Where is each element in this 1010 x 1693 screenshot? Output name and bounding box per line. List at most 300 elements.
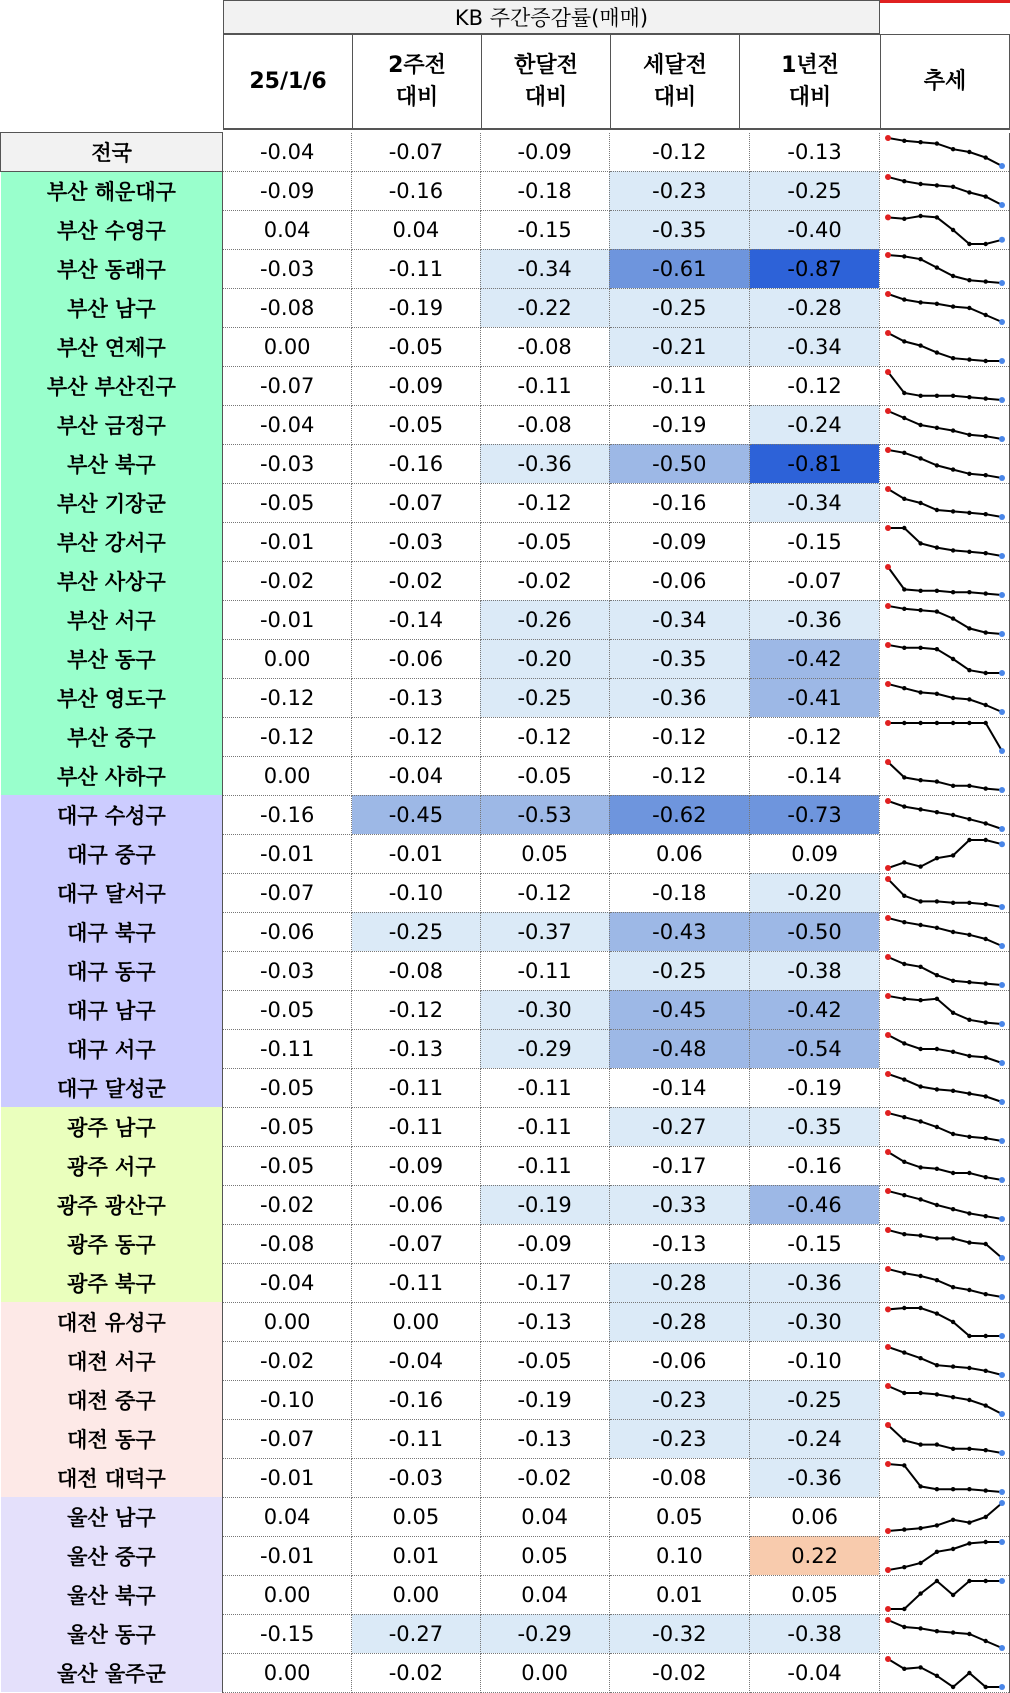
region-name: 부산 영도구 [1, 678, 223, 717]
sparkline-point [935, 393, 939, 397]
trend-sparkline [880, 133, 1008, 171]
sparkline-point [902, 606, 906, 610]
value-cell: 0.06 [750, 1497, 880, 1536]
table-row [1, 600, 1010, 639]
sparkline-point [902, 390, 906, 394]
value-cell: -0.15 [750, 522, 880, 561]
value-cell: -0.02 [609, 1653, 750, 1692]
sparkline-point [951, 273, 955, 277]
value-cell: -0.33 [609, 1185, 750, 1224]
value-cell: -0.61 [609, 249, 750, 288]
sparkline-point [951, 1630, 955, 1634]
region-name: 대전 동구 [1, 1419, 223, 1458]
sparkline-point [983, 1638, 987, 1642]
sparkline-point [951, 1088, 955, 1092]
value-cell: 0.00 [223, 756, 352, 795]
value-cell: -0.34 [480, 249, 609, 288]
sparkline-end-point [999, 358, 1005, 364]
sparkline-point [902, 1305, 906, 1309]
sparkline-start-point [885, 954, 891, 960]
sparkline-point [951, 695, 955, 699]
value-cell: -0.35 [609, 639, 750, 678]
region-name: 울산 남구 [1, 1497, 223, 1536]
value-cell: -0.24 [750, 1419, 880, 1458]
sparkline-point [983, 1175, 987, 1179]
sparkline-point [967, 837, 971, 841]
trend-sparkline [880, 874, 1008, 912]
sparkline-point [983, 279, 987, 283]
value-cell: -0.09 [352, 366, 481, 405]
region-name: 울산 중구 [1, 1536, 223, 1575]
sparkline-start-point [885, 486, 891, 492]
trend-sparkline-cell [879, 1380, 1009, 1419]
trend-sparkline-cell [879, 483, 1009, 522]
sparkline-point [983, 312, 987, 316]
value-cell: -0.36 [750, 1458, 880, 1497]
region-name: 광주 남구 [1, 1107, 223, 1146]
sparkline-point [983, 1020, 987, 1024]
sparkline-end-point [999, 1216, 1005, 1222]
sparkline-end-point [999, 1489, 1005, 1495]
sparkline-start-point [885, 330, 891, 336]
sparkline-point [983, 1136, 987, 1140]
sparkline-end-point [999, 1645, 1005, 1651]
table-row [1, 873, 1010, 912]
trend-sparkline-cell [879, 756, 1009, 795]
col-header-trend: 추세 [880, 34, 1010, 130]
sparkline-end-point [999, 163, 1005, 169]
value-cell: -0.14 [609, 1068, 750, 1107]
table-row [1, 1536, 1010, 1575]
value-cell: -0.08 [223, 288, 352, 327]
value-cell: -0.17 [480, 1263, 609, 1302]
sparkline-point [967, 278, 971, 282]
value-cell: -0.15 [223, 1614, 352, 1653]
sparkline-point [967, 1333, 971, 1337]
trend-sparkline-cell [879, 1185, 1009, 1224]
sparkline-point [902, 720, 906, 724]
sparkline-start-point [885, 564, 891, 570]
value-cell: -0.23 [609, 1419, 750, 1458]
value-cell: -0.13 [352, 1029, 481, 1068]
table-row [1, 171, 1010, 210]
value-cell: -0.06 [352, 639, 481, 678]
value-cell: -0.27 [352, 1614, 481, 1653]
table-row [1, 483, 1010, 522]
sparkline-point [918, 140, 922, 144]
sparkline-point [902, 1527, 906, 1531]
value-cell: -0.16 [352, 1380, 481, 1419]
value-cell: -0.62 [609, 795, 750, 834]
value-cell: -0.03 [223, 249, 352, 288]
value-cell: -0.19 [352, 288, 481, 327]
sparkline-end-point [999, 319, 1005, 325]
sparkline-point [918, 1390, 922, 1394]
region-name: 부산 북구 [1, 444, 223, 483]
sparkline-point [967, 1287, 971, 1291]
region-name: 광주 동구 [1, 1224, 223, 1263]
sparkline-start-point [885, 291, 891, 297]
value-cell: -0.11 [609, 366, 750, 405]
sparkline-point [902, 1438, 906, 1442]
sparkline-point [967, 395, 971, 399]
sparkline-point [918, 393, 922, 397]
sparkline-point [935, 1523, 939, 1527]
table-row [1, 249, 1010, 288]
sparkline-start-point [885, 369, 891, 375]
sparkline-point [918, 899, 922, 903]
trend-sparkline [880, 601, 1008, 639]
sparkline-point [967, 1170, 971, 1174]
sparkline-point [951, 184, 955, 188]
sparkline-point [918, 720, 922, 724]
sparkline-path [888, 1386, 1002, 1414]
value-cell: -0.04 [352, 1341, 481, 1380]
sparkline-point [967, 1446, 971, 1450]
table-row [1, 522, 1010, 561]
sparkline-point [983, 1539, 987, 1543]
region-name: 대전 중구 [1, 1380, 223, 1419]
value-cell: -0.04 [223, 405, 352, 444]
trend-sparkline-cell [879, 1575, 1009, 1614]
value-cell: -0.11 [352, 1107, 481, 1146]
sparkline-path [888, 255, 1002, 283]
sparkline-point [902, 415, 906, 419]
value-cell: -0.16 [352, 444, 481, 483]
sparkline-point [935, 1549, 939, 1553]
value-cell: -0.42 [750, 639, 880, 678]
value-cell: -0.21 [609, 327, 750, 366]
value-cell: -0.25 [750, 171, 880, 210]
sparkline-start-point [885, 447, 891, 453]
trend-sparkline-cell [879, 327, 1009, 366]
trend-sparkline [880, 991, 1008, 1029]
region-name: 광주 북구 [1, 1263, 223, 1302]
trend-sparkline-cell [879, 249, 1009, 288]
sparkline-point [951, 720, 955, 724]
sparkline-point [967, 1541, 971, 1545]
value-cell: -0.19 [480, 1380, 609, 1419]
value-cell: -0.03 [223, 444, 352, 483]
sparkline-point [902, 525, 906, 529]
sparkline-point [902, 775, 906, 779]
region-name: 부산 기장군 [1, 483, 223, 522]
trend-sparkline-cell [879, 1224, 1009, 1263]
value-cell: 0.04 [480, 1497, 609, 1536]
sparkline-point [951, 929, 955, 933]
trend-sparkline-cell [879, 1497, 1009, 1536]
sparkline-end-point [999, 1411, 1005, 1417]
region-name: 대구 동구 [1, 951, 223, 990]
value-cell: -0.15 [750, 1224, 880, 1263]
sparkline-point [967, 1053, 971, 1057]
sparkline-point [983, 1292, 987, 1296]
sparkline-end-point [999, 1372, 1005, 1378]
value-cell: -0.11 [480, 1146, 609, 1185]
sparkline-end-point [999, 748, 1005, 754]
value-cell: -0.28 [609, 1263, 750, 1302]
region-name: 대구 중구 [1, 834, 223, 873]
sparkline-point [935, 1578, 939, 1582]
table-row [1, 1068, 1010, 1107]
sparkline-point [902, 1115, 906, 1119]
value-cell: -0.07 [352, 133, 481, 172]
sparkline-point [983, 1578, 987, 1582]
trend-sparkline-cell [879, 834, 1009, 873]
value-cell: -0.13 [609, 1224, 750, 1263]
value-cell: -0.05 [223, 1107, 352, 1146]
sparkline-start-point [885, 1528, 891, 1534]
sparkline-point [902, 1077, 906, 1081]
value-cell: -0.19 [609, 405, 750, 444]
sparkline-point [918, 1165, 922, 1169]
sparkline-point [935, 1236, 939, 1240]
sparkline-path [888, 1464, 1002, 1492]
sparkline-end-point [999, 904, 1005, 910]
value-cell: -0.12 [223, 717, 352, 756]
sparkline-point [951, 393, 955, 397]
sparkline-point [935, 463, 939, 467]
table-row [1, 1653, 1010, 1692]
region-name: 전국 [1, 133, 223, 172]
sparkline-point [967, 697, 971, 701]
sparkline-start-point [885, 876, 891, 882]
table-row [1, 133, 1010, 172]
table-row [1, 1458, 1010, 1497]
value-cell: -0.25 [480, 678, 609, 717]
sparkline-end-point [999, 1333, 1005, 1339]
sparkline-point [967, 1578, 971, 1582]
sparkline-path [888, 333, 1002, 361]
sparkline-point [918, 181, 922, 185]
region-name: 부산 부산진구 [1, 366, 223, 405]
value-cell: -0.22 [480, 288, 609, 327]
region-name: 대전 서구 [1, 1341, 223, 1380]
sparkline-point [935, 1363, 939, 1367]
sparkline-point [983, 1241, 987, 1245]
sparkline-end-point [999, 841, 1005, 847]
value-cell: -0.16 [223, 795, 352, 834]
sparkline-point [951, 1395, 955, 1399]
sparkline-point [902, 1463, 906, 1467]
table-row [1, 1263, 1010, 1302]
sparkline-end-point [999, 1578, 1005, 1584]
sparkline-point [951, 1319, 955, 1323]
sparkline-point [951, 590, 955, 594]
sparkline-point [967, 626, 971, 630]
value-cell: 0.00 [352, 1575, 481, 1614]
value-cell: -0.04 [352, 756, 481, 795]
sparkline-end-point [999, 436, 1005, 442]
sparkline-point [983, 1368, 987, 1372]
value-cell: -0.11 [352, 1263, 481, 1302]
sparkline-point [902, 996, 906, 1000]
value-cell: -0.09 [223, 171, 352, 210]
sparkline-point [983, 902, 987, 906]
sparkline-point [967, 590, 971, 594]
sparkline-end-point [999, 236, 1005, 242]
sparkline-point [951, 616, 955, 620]
region-name: 부산 강서구 [1, 522, 223, 561]
sparkline-point [918, 1233, 922, 1237]
value-cell: -0.12 [480, 483, 609, 522]
trend-sparkline-cell [879, 1146, 1009, 1185]
sparkline-point [902, 686, 906, 690]
sparkline-point [935, 141, 939, 145]
value-cell: -0.02 [223, 561, 352, 600]
value-cell: -0.05 [352, 405, 481, 444]
value-cell: -0.37 [480, 912, 609, 951]
value-cell: -0.18 [480, 171, 609, 210]
sparkline-point [951, 900, 955, 904]
trend-sparkline-cell [879, 522, 1009, 561]
sparkline-point [951, 1364, 955, 1368]
sparkline-end-point [999, 1060, 1005, 1066]
trend-sparkline [880, 1069, 1008, 1107]
trend-sparkline-cell [879, 366, 1009, 405]
sparkline-point [967, 932, 971, 936]
sparkline-end-point [999, 202, 1005, 208]
sparkline-point [902, 1606, 906, 1610]
table-title: KB 주간증감률(매매) [223, 0, 880, 34]
value-cell: -0.14 [352, 600, 481, 639]
sparkline-start-point [885, 525, 891, 531]
trend-sparkline [880, 1381, 1008, 1419]
region-name: 광주 광산구 [1, 1185, 223, 1224]
value-cell: -0.09 [480, 1224, 609, 1263]
sparkline-start-point [885, 603, 891, 609]
trend-sparkline-cell [879, 1458, 1009, 1497]
trend-sparkline-cell [879, 1068, 1009, 1107]
red-corner-mark [880, 0, 1010, 3]
sparkline-point [918, 1626, 922, 1630]
trend-sparkline-cell [879, 1302, 1009, 1341]
trend-sparkline [880, 523, 1008, 561]
region-name: 대구 달서구 [1, 873, 223, 912]
value-cell: -0.40 [750, 210, 880, 249]
value-cell: -0.02 [352, 1653, 481, 1692]
region-name: 부산 수영구 [1, 210, 223, 249]
trend-sparkline [880, 1030, 1008, 1068]
sparkline-point [983, 551, 987, 555]
value-cell: -0.54 [750, 1029, 880, 1068]
sparkline-point [902, 1350, 906, 1354]
trend-sparkline [880, 1303, 1008, 1341]
sparkline-end-point [999, 1500, 1005, 1506]
sparkline-start-point [885, 1071, 891, 1077]
sparkline-point [951, 509, 955, 513]
value-cell: -0.25 [609, 288, 750, 327]
sparkline-point [918, 343, 922, 347]
sparkline-point [983, 1333, 987, 1337]
sparkline-end-point [999, 1138, 1005, 1144]
value-cell: -0.01 [223, 600, 352, 639]
value-cell: -0.01 [223, 1458, 352, 1497]
sparkline-point [935, 856, 939, 860]
table-row [1, 912, 1010, 951]
sparkline-point [935, 545, 939, 549]
value-cell: -0.19 [480, 1185, 609, 1224]
sparkline-start-point [885, 174, 891, 180]
sparkline-point [902, 1041, 906, 1045]
value-cell: -0.01 [223, 834, 352, 873]
value-cell: 0.00 [223, 639, 352, 678]
sparkline-start-point [885, 1266, 891, 1272]
sparkline-point [935, 1442, 939, 1446]
sparkline-point [902, 216, 906, 220]
region-name: 부산 서구 [1, 600, 223, 639]
sparkline-point [902, 860, 906, 864]
value-cell: -0.12 [609, 133, 750, 172]
value-cell: -0.12 [223, 678, 352, 717]
sparkline-start-point [885, 408, 891, 414]
sparkline-end-point [999, 1539, 1005, 1545]
region-name: 대구 수성구 [1, 795, 223, 834]
sparkline-point [951, 783, 955, 787]
sparkline-point [967, 190, 971, 194]
value-cell: -0.19 [750, 1068, 880, 1107]
sparkline-point [918, 1119, 922, 1123]
sparkline-point [902, 645, 906, 649]
trend-sparkline [880, 1225, 1008, 1263]
sparkline-point [983, 786, 987, 790]
sparkline-start-point [885, 1422, 891, 1428]
sparkline-point [983, 591, 987, 595]
sparkline-point [935, 1166, 939, 1170]
trend-sparkline [880, 835, 1008, 873]
value-cell: 0.04 [223, 210, 352, 249]
sparkline-point [983, 720, 987, 724]
value-cell: -0.30 [480, 990, 609, 1029]
sparkline-point [918, 500, 922, 504]
value-cell: 0.22 [750, 1536, 880, 1575]
value-cell: 0.01 [352, 1536, 481, 1575]
value-cell: -0.04 [223, 133, 352, 172]
value-cell: -0.45 [609, 990, 750, 1029]
sparkline-point [918, 1591, 922, 1595]
region-name: 대전 유성구 [1, 1302, 223, 1341]
sparkline-point [951, 1131, 955, 1135]
table-row [1, 678, 1010, 717]
trend-sparkline-cell [879, 1614, 1009, 1653]
sparkline-point [967, 1487, 971, 1491]
sparkline-point [951, 812, 955, 816]
value-cell: -0.05 [223, 1068, 352, 1107]
value-cell: -0.02 [352, 561, 481, 600]
value-cell: -0.20 [480, 639, 609, 678]
sparkline-start-point [885, 1606, 891, 1612]
value-cell: -0.18 [609, 873, 750, 912]
col-header-1year: 1년전 대비 [739, 34, 880, 130]
sparkline-point [967, 510, 971, 514]
sparkline-point [918, 541, 922, 545]
sparkline-point [983, 194, 987, 198]
value-cell: -0.13 [480, 1302, 609, 1341]
sparkline-point [951, 1207, 955, 1211]
sparkline-end-point [999, 787, 1005, 793]
trend-sparkline [880, 1615, 1008, 1653]
trend-sparkline [880, 1342, 1008, 1380]
sparkline-start-point [885, 1227, 891, 1233]
sparkline-point [935, 810, 939, 814]
trend-sparkline [880, 1537, 1008, 1575]
table-row [1, 561, 1010, 600]
table-row [1, 1107, 1010, 1146]
value-cell: -0.11 [352, 1068, 481, 1107]
sparkline-start-point [885, 1149, 891, 1155]
table-row [1, 444, 1010, 483]
sparkline-point [967, 1017, 971, 1021]
